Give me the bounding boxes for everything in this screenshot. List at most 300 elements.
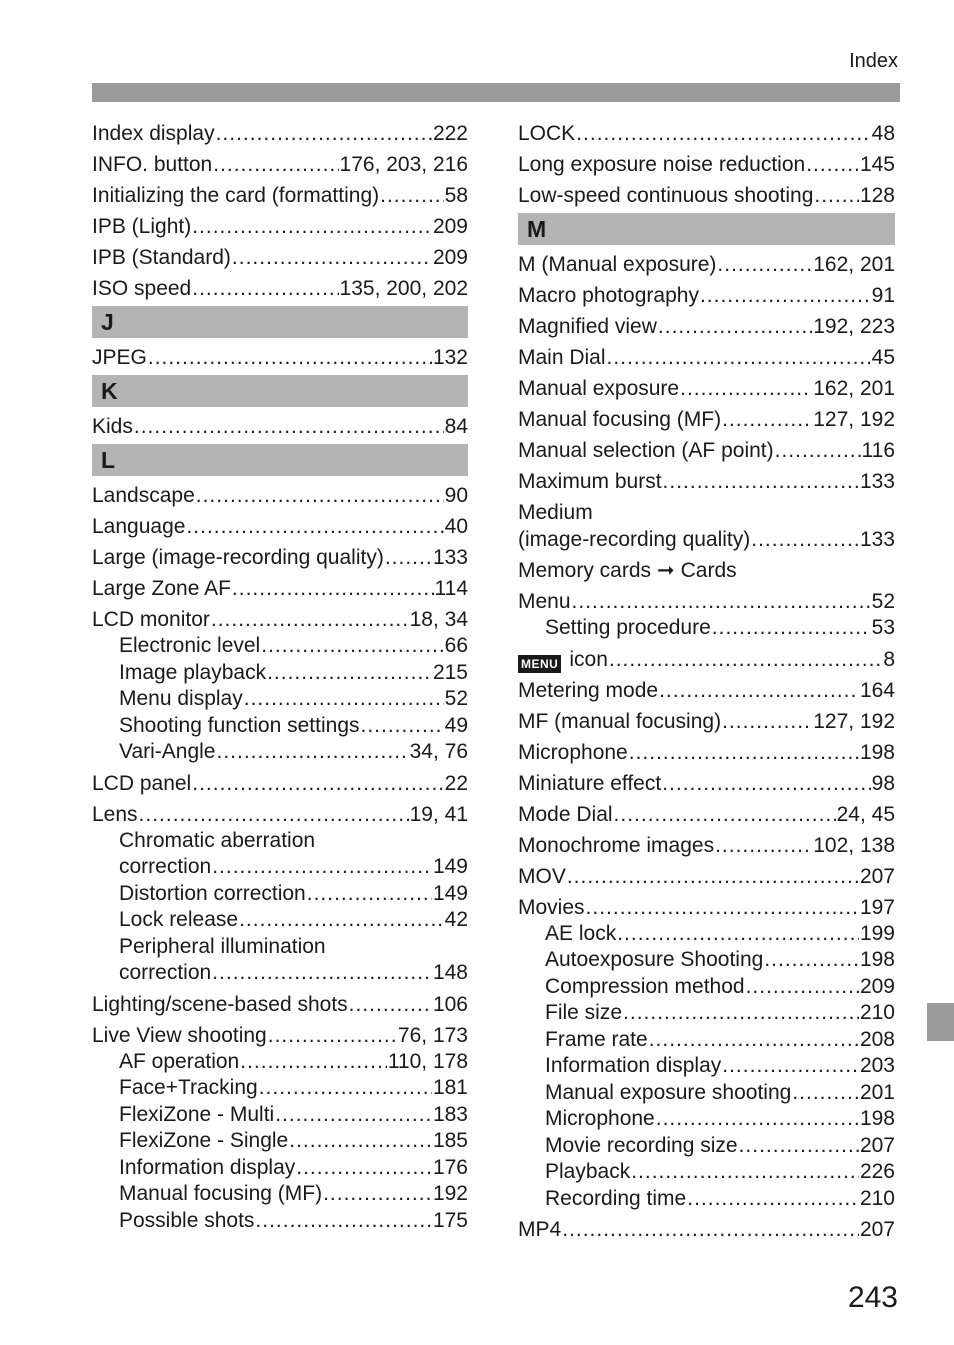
- index-term: Low-speed continuous shooting: [518, 184, 814, 207]
- index-term: Microphone: [518, 740, 628, 764]
- index-page-numbers: 114: [434, 577, 468, 600]
- index-subentry: [518, 1027, 895, 1054]
- index-page-numbers: 19, 41: [409, 802, 468, 826]
- leader-dots: [211, 606, 409, 633]
- index-page-numbers: 192: [432, 1182, 468, 1205]
- index-entry-line: [545, 1159, 895, 1186]
- leader-dots: [687, 1186, 859, 1213]
- index-page-numbers: 133: [859, 528, 895, 551]
- index-term: Lens: [92, 802, 138, 826]
- index-term: Information display: [119, 1155, 296, 1179]
- index-page-numbers: 90: [444, 484, 468, 507]
- index-entry: [518, 770, 895, 797]
- index-entry: [518, 182, 895, 209]
- index-term: IPB (Standard): [92, 246, 231, 269]
- index-term: Distortion correction: [119, 881, 306, 905]
- index-entry-line: [92, 770, 468, 797]
- index-entry: [518, 863, 895, 890]
- index-subentry: [92, 739, 468, 766]
- index-term: Information display: [545, 1054, 722, 1077]
- leader-dots: [186, 513, 443, 540]
- leader-dots: [572, 588, 871, 615]
- index-term: correction: [119, 961, 212, 984]
- leader-dots: [715, 832, 812, 859]
- index-term: Lock release: [119, 908, 239, 931]
- index-term: Lighting/scene-based shots: [92, 992, 348, 1016]
- index-page-numbers: 197: [859, 895, 895, 919]
- index-entry: [92, 275, 468, 302]
- index-entry: [518, 832, 895, 859]
- index-subentry: [92, 686, 468, 713]
- index-subentry: [518, 1053, 895, 1080]
- index-entry: [518, 557, 895, 584]
- index-entry: [92, 1022, 468, 1235]
- index-entry-line: [119, 1075, 468, 1102]
- leader-dots: [380, 182, 444, 209]
- index-term: Manual selection (AF point): [518, 439, 774, 462]
- section-letter-k: K: [92, 375, 468, 407]
- index-entry-line: [518, 120, 895, 147]
- index-entry-line: [545, 947, 895, 974]
- leader-dots: [617, 921, 859, 948]
- leader-dots: [562, 1216, 859, 1243]
- index-page-numbers: 52: [871, 590, 895, 613]
- leader-dots: [196, 482, 444, 509]
- index-subentry: [518, 1106, 895, 1133]
- index-page-numbers: 106: [432, 992, 468, 1016]
- leader-dots: [289, 1128, 432, 1155]
- index-term: FlexiZone - Multi: [119, 1102, 275, 1126]
- cross-reference-line: [518, 557, 895, 584]
- index-page-numbers: 176: [432, 1155, 468, 1179]
- index-entry: [518, 801, 895, 828]
- index-entry: [518, 588, 895, 642]
- index-term: INFO. button: [92, 153, 213, 176]
- index-page-numbers: 40: [444, 515, 468, 538]
- leader-dots: [722, 708, 812, 735]
- index-subentry: [92, 907, 468, 934]
- index-entry-line: [92, 151, 468, 178]
- index-entry-line: [518, 739, 895, 766]
- leader-dots: [192, 770, 443, 797]
- leader-dots: [814, 182, 859, 209]
- index-entry: [92, 413, 468, 440]
- index-entry-line: [119, 633, 468, 660]
- index-entry-line: [92, 482, 468, 509]
- index-entry-line: [518, 344, 895, 371]
- leader-dots: [212, 960, 432, 987]
- index-column-right: [518, 120, 895, 1247]
- index-term: Autoexposure Shooting: [545, 948, 764, 971]
- index-page-numbers: 207: [859, 1218, 895, 1241]
- leader-dots: [629, 739, 859, 766]
- index-entry: [518, 468, 895, 495]
- index-term: correction: [119, 855, 212, 878]
- index-entry-line: [119, 1208, 468, 1235]
- index-entry-line: [119, 686, 468, 713]
- leader-dots: [261, 633, 443, 660]
- index-page-numbers: 49: [444, 713, 468, 737]
- index-page-numbers: 203: [859, 1054, 895, 1077]
- index-term: Microphone: [545, 1107, 655, 1130]
- index-entry-line: [92, 1022, 468, 1049]
- index-page-numbers: 34, 76: [409, 740, 468, 763]
- leader-dots: [680, 375, 812, 402]
- index-entry-line: [119, 1181, 468, 1208]
- index-page-numbers: 135, 200, 202: [339, 277, 468, 300]
- index-entry-line: [545, 1027, 895, 1054]
- index-page-numbers: 149: [432, 855, 468, 878]
- leader-dots: [739, 1133, 859, 1160]
- leader-dots: [259, 1075, 432, 1102]
- index-subentry: [518, 1186, 895, 1213]
- index-entry-line: [518, 313, 895, 340]
- index-entry-line: [92, 244, 468, 271]
- leader-dots: [609, 646, 882, 673]
- index-entry-line: [518, 894, 895, 921]
- index-term: Large (image-recording quality): [92, 546, 384, 569]
- index-subentry: [92, 1181, 468, 1208]
- index-page-numbers: 76, 173: [397, 1023, 468, 1047]
- leader-dots: [662, 770, 870, 797]
- index-term: (image-recording quality): [518, 528, 751, 551]
- index-term: Movie recording size: [545, 1133, 738, 1157]
- index-entry: [92, 991, 468, 1018]
- index-entry-line: [119, 1128, 468, 1155]
- index-term: File size: [545, 1001, 623, 1024]
- index-page-numbers: 181: [432, 1076, 468, 1099]
- index-page-numbers: 42: [444, 908, 468, 931]
- index-entry-line: [518, 282, 895, 309]
- leader-dots: [658, 313, 812, 340]
- index-term: Menu display: [119, 687, 243, 710]
- index-entry: [518, 646, 895, 673]
- index-term: Long exposure noise reduction: [518, 153, 806, 176]
- index-entry: [92, 575, 468, 602]
- leader-dots: [656, 1106, 859, 1133]
- index-entry: [92, 482, 468, 509]
- index-entry-line: [518, 151, 895, 178]
- index-page-numbers: 58: [444, 184, 468, 207]
- leader-dots: [764, 947, 859, 974]
- index-entry-line: [92, 213, 468, 240]
- index-term: ISO speed: [92, 277, 192, 300]
- index-term: LCD monitor: [92, 608, 210, 631]
- index-term-first-line: Chromatic aberration: [119, 828, 316, 852]
- index-entry: [518, 406, 895, 433]
- index-entry: [518, 313, 895, 340]
- index-page-numbers: 201: [859, 1080, 895, 1104]
- index-entry-line: [119, 739, 468, 766]
- index-term: Face+Tracking: [119, 1076, 258, 1099]
- index-term: FlexiZone - Single: [119, 1129, 289, 1152]
- section-letter-l: L: [92, 444, 468, 476]
- index-page-numbers: 215: [432, 660, 468, 684]
- index-term: icon: [569, 647, 608, 671]
- leader-dots: [216, 120, 432, 147]
- index-entry-line: [119, 1049, 468, 1076]
- index-term: Language: [92, 515, 186, 538]
- leader-dots: [134, 413, 444, 440]
- index-term-first-line: Peripheral illumination: [119, 934, 326, 958]
- index-page-numbers: 209: [859, 974, 895, 998]
- index-subentry: [92, 1155, 468, 1182]
- leader-dots: [607, 344, 871, 371]
- page-number: 243: [847, 1281, 898, 1314]
- leader-dots: [148, 344, 432, 371]
- leader-dots: [192, 275, 338, 302]
- leader-dots: [623, 1000, 859, 1027]
- see-arrow-icon: ➞: [657, 559, 675, 582]
- leader-dots: [192, 213, 432, 240]
- index-entry: [92, 344, 468, 371]
- leader-dots: [792, 1080, 859, 1107]
- index-entry-line: [92, 513, 468, 540]
- index-entry: [518, 282, 895, 309]
- index-term: Possible shots: [119, 1208, 255, 1232]
- index-entry: [518, 375, 895, 402]
- leader-dots: [659, 677, 859, 704]
- index-page-numbers: 175: [432, 1208, 468, 1232]
- index-term: Electronic level: [119, 634, 261, 657]
- index-term: Shooting function settings: [119, 713, 360, 737]
- index-term: Miniature effect: [518, 771, 662, 795]
- index-subentry: [92, 1075, 468, 1102]
- index-page-numbers: 84: [444, 415, 468, 438]
- index-page-numbers: 222: [432, 122, 468, 145]
- index-entry-line: [518, 832, 895, 859]
- index-term: Macro photography: [518, 284, 699, 307]
- leader-dots: [631, 1159, 859, 1186]
- index-term: Image playback: [119, 660, 267, 684]
- index-entry: [92, 770, 468, 797]
- index-subentry: [518, 1133, 895, 1160]
- index-entry: [518, 708, 895, 735]
- leader-dots: [663, 468, 859, 495]
- index-page-numbers: 8: [883, 647, 895, 671]
- index-page-numbers: 199: [859, 921, 895, 945]
- leader-dots: [751, 526, 859, 553]
- index-entry-line: [92, 991, 468, 1018]
- index-page-numbers: 176, 203, 216: [339, 153, 468, 176]
- leader-dots: [746, 974, 859, 1001]
- index-entry: [518, 251, 895, 278]
- leader-dots: [649, 1027, 859, 1054]
- leader-dots: [775, 437, 861, 464]
- index-page-numbers: 164: [859, 678, 895, 702]
- index-term: Recording time: [545, 1186, 687, 1210]
- index-term: Manual exposure shooting: [545, 1080, 792, 1104]
- leader-dots: [232, 244, 432, 271]
- index-subentry: [92, 713, 468, 740]
- index-subentry: [92, 934, 468, 987]
- leader-dots: [213, 151, 338, 178]
- index-page-numbers: 149: [432, 881, 468, 905]
- index-entry: [518, 677, 895, 704]
- leader-dots: [614, 801, 836, 828]
- index-term: Memory cards: [518, 559, 652, 582]
- leader-dots: [361, 713, 444, 740]
- index-entry-line: [518, 677, 895, 704]
- index-entry: [518, 894, 895, 1213]
- index-entry: [518, 344, 895, 371]
- index-entry-line: [119, 1155, 468, 1182]
- index-entry-line: [119, 1102, 468, 1129]
- index-term: Movies: [518, 895, 585, 919]
- index-term: Magnified view: [518, 315, 657, 338]
- index-entry-line: [92, 344, 468, 371]
- index-page-numbers: 91: [871, 284, 895, 307]
- index-subentry: [518, 1000, 895, 1027]
- index-subentry: [92, 1128, 468, 1155]
- index-entry-line: [545, 615, 895, 642]
- leader-dots: [722, 1053, 859, 1080]
- index-term: Mode Dial: [518, 802, 613, 826]
- index-term: IPB (Light): [92, 215, 192, 238]
- index-term: AE lock: [545, 921, 617, 945]
- index-page-numbers: 18, 34: [409, 608, 468, 631]
- index-entry: [518, 499, 895, 553]
- index-page-numbers: 24, 45: [836, 802, 895, 826]
- index-entry: [518, 151, 895, 178]
- index-entry: [518, 739, 895, 766]
- leader-dots: [806, 151, 859, 178]
- index-page-numbers: 198: [859, 1107, 895, 1130]
- index-entry-line: [518, 801, 895, 828]
- leader-dots: [349, 991, 432, 1018]
- leader-dots: [323, 1181, 432, 1208]
- index-entry-line: [92, 120, 468, 147]
- index-page-numbers: 192, 223: [813, 315, 895, 338]
- index-subentry: [518, 921, 895, 948]
- index-entry-line: [518, 437, 895, 464]
- index-entry-line: [545, 1080, 895, 1107]
- index-subentry: [92, 660, 468, 687]
- index-term: JPEG: [92, 346, 147, 369]
- index-page-numbers: 128: [859, 184, 895, 207]
- index-entry-line: [545, 921, 895, 948]
- index-subentry: [518, 615, 895, 642]
- index-page-numbers: 52: [444, 687, 468, 710]
- index-page-numbers: 133: [859, 470, 895, 493]
- index-entry-line: [518, 770, 895, 797]
- index-entry-line: [92, 575, 468, 602]
- index-page-numbers: 198: [859, 740, 895, 764]
- index-term: Manual exposure: [518, 377, 680, 400]
- leader-dots: [712, 615, 871, 642]
- leader-dots: [700, 282, 871, 309]
- leader-dots: [385, 544, 432, 571]
- index-entry-line: [545, 1186, 895, 1213]
- index-entry-line: [518, 182, 895, 209]
- index-subentry: [92, 828, 468, 881]
- index-term: Main Dial: [518, 346, 606, 369]
- index-entry-line: [545, 1133, 895, 1160]
- index-term: Manual focusing (MF): [518, 408, 722, 431]
- index-page-numbers: 209: [432, 215, 468, 238]
- index-term: Menu: [518, 590, 571, 613]
- index-entry: [92, 213, 468, 240]
- index-term: MF (manual focusing): [518, 709, 722, 733]
- index-entry-line: [92, 801, 468, 828]
- index-subentry: [92, 1208, 468, 1235]
- index-entry-line: [518, 863, 895, 890]
- index-subentry: [92, 881, 468, 908]
- section-letter-m: M: [518, 213, 895, 245]
- index-subentry: [518, 1159, 895, 1186]
- index-subentry: [92, 1049, 468, 1076]
- section-tab-marker: [927, 1003, 954, 1041]
- index-term: Initializing the card (formatting): [92, 184, 380, 207]
- index-page-numbers: 116: [861, 439, 895, 462]
- index-page-numbers: 226: [859, 1160, 895, 1183]
- index-entry-line: [518, 708, 895, 735]
- index-term: M (Manual exposure): [518, 253, 717, 276]
- header-rule-bar: [92, 83, 900, 102]
- index-entry: [92, 801, 468, 987]
- index-page-numbers: 66: [444, 634, 468, 657]
- leader-dots: [586, 894, 859, 921]
- index-entry-line: [92, 544, 468, 571]
- index-page-numbers: 102, 138: [813, 833, 895, 857]
- index-page-numbers: 183: [432, 1102, 468, 1126]
- index-term: Live View shooting: [92, 1023, 267, 1047]
- index-page-numbers: 45: [871, 346, 895, 369]
- index-entry: [518, 1216, 895, 1243]
- index-term: Monochrome images: [518, 833, 715, 857]
- index-term: Metering mode: [518, 678, 659, 702]
- index-entry-line: [92, 606, 468, 633]
- leader-dots: [240, 1049, 387, 1076]
- index-term: Landscape: [92, 484, 195, 507]
- index-page-numbers: 22: [444, 771, 468, 795]
- leader-dots: [232, 575, 434, 602]
- index-entry-line: [92, 275, 468, 302]
- index-subentry: [518, 947, 895, 974]
- index-entry-line: [518, 406, 895, 433]
- index-entry-line: [119, 881, 468, 908]
- index-subentry: [518, 1080, 895, 1107]
- index-term: Index display: [92, 122, 215, 145]
- index-term: Setting procedure: [545, 616, 711, 639]
- index-entry: [92, 182, 468, 209]
- leader-dots: [244, 686, 444, 713]
- index-term: LOCK: [518, 122, 576, 145]
- index-subentry: [92, 1102, 468, 1129]
- index-term: Playback: [545, 1160, 631, 1183]
- index-page-numbers: 198: [859, 948, 895, 971]
- index-term: MP4: [518, 1218, 562, 1241]
- index-page-numbers: 207: [859, 864, 895, 888]
- index-entry-line: [119, 660, 468, 687]
- index-page-numbers: 210: [859, 1186, 895, 1210]
- leader-dots: [255, 1208, 432, 1235]
- index-page-numbers: 145: [859, 153, 895, 176]
- index-page-numbers: 127, 192: [813, 408, 895, 431]
- index-entry-line: [119, 960, 468, 987]
- leader-dots: [717, 251, 812, 278]
- index-term: Compression method: [545, 974, 745, 998]
- index-subentry: [92, 633, 468, 660]
- index-entry-line: [518, 526, 895, 553]
- index-page-numbers: 127, 192: [813, 709, 895, 733]
- index-entry: [92, 244, 468, 271]
- index-entry: [518, 120, 895, 147]
- index-entry-line: [518, 646, 895, 673]
- leader-dots: [567, 863, 859, 890]
- index-term: Frame rate: [545, 1027, 648, 1051]
- index-entry-line: [92, 182, 468, 209]
